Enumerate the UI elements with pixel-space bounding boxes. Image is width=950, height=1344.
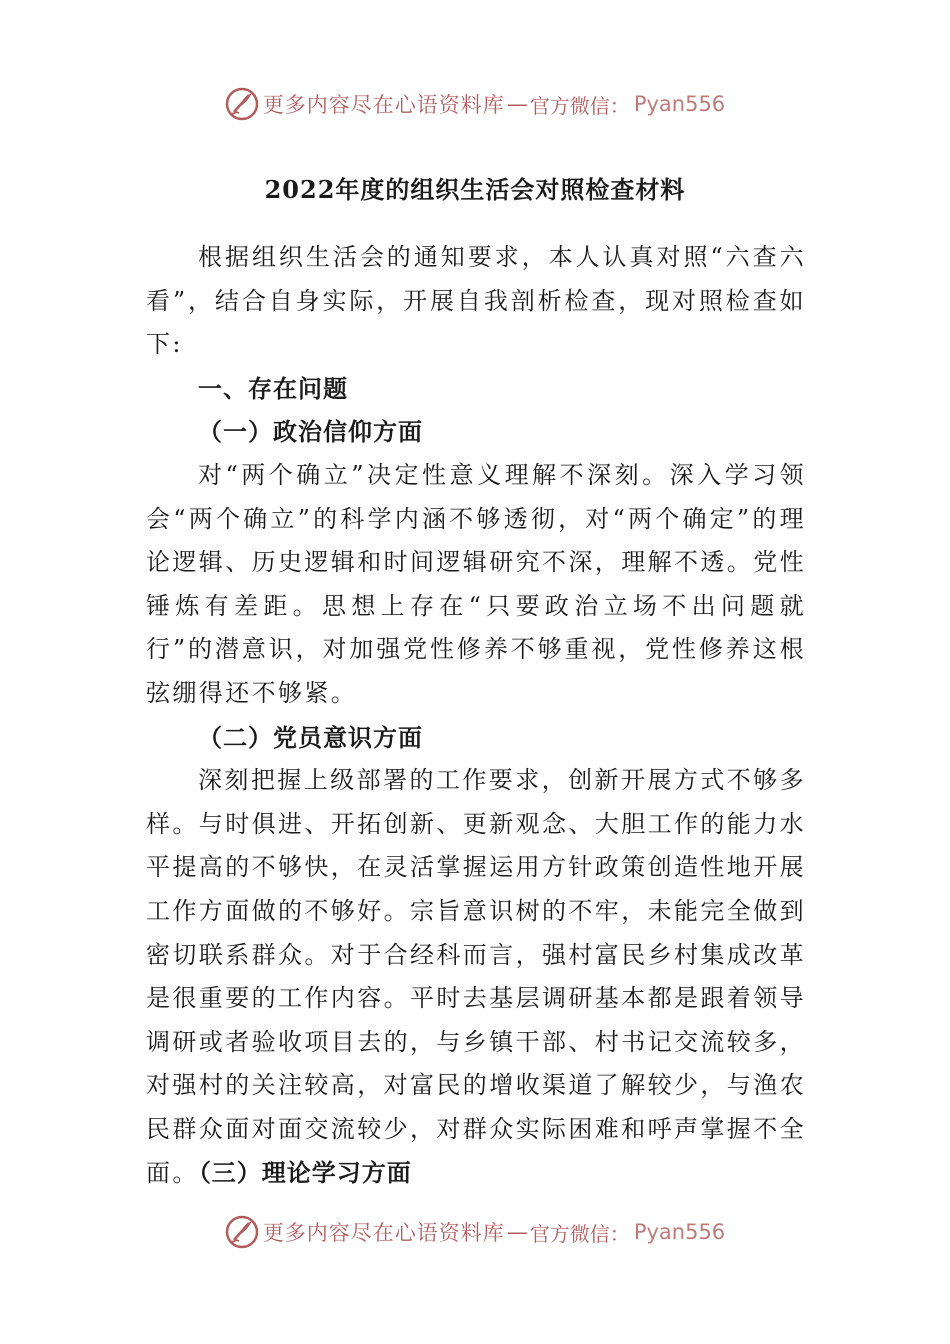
quill-logo-icon — [225, 87, 259, 121]
watermark-text: 更多内容尽在心语资料库 — [262, 1221, 505, 1245]
subsection-paragraph — [146, 759, 806, 1196]
watermark-banner-bottom — [0, 1212, 950, 1252]
watermark-separator: — — [506, 92, 528, 116]
document-body — [146, 236, 806, 1196]
watermark-wechat-label: 官方微信： — [529, 93, 630, 118]
subsection-heading-inline: （三）理论学习方面 — [198, 1158, 412, 1188]
watermark-banner-top — [0, 84, 950, 124]
subsection-heading: （一）政治信仰方面 — [198, 417, 423, 447]
watermark-wechat-id: Pyan556 — [633, 1220, 726, 1244]
watermark-wechat-label: 官方微信： — [529, 1221, 630, 1246]
subsection-heading: （二）党员意识方面 — [198, 722, 423, 752]
section-heading: 一、存在问题 — [198, 373, 348, 403]
subsection-paragraph-text: 深刻把握上级部署的工作要求，创新开展方式不够多样。与时俱进、开拓创新、更新观念、大胆工作的能力水平提高的不够快，在灵活掌握运用方针政策创造性地开展工作方面做的不够好。宗旨意识树的不牢，未能完全做到密切联系群众。对于合经科而言，强村富民乡村集成改革是很重要的工作内容。平时去基层调研基本都是跟着领导调研或者验收项目去的，与乡镇干部、村书记交流较多，对强村的关注较高，对富民的增收渠道了解较少，与渔农民群众面对面交流较少，对群众实际困难和呼声掌握不全面。 — [146, 766, 806, 1188]
subsection-paragraph: 对“两个确立”决定性意义理解不深刻。深入学习领会“两个确立”的科学内涵不够透彻，对“两个确定”的理论逻辑、历史逻辑和时间逻辑研究不深，理解不透。党性锤炼有差距。思想上存在“只要政治立场不出问题就行”的潜意识，对加强党性修养不够重视，党性修养这根弦绷得还不够紧。 — [146, 460, 806, 707]
document-title: 2022年度的组织生活会对照检查材料 — [264, 175, 686, 204]
watermark-text: 更多内容尽在心语资料库 — [262, 93, 505, 117]
intro-paragraph: 根据组织生活会的通知要求，本人认真对照“六查六看”，结合自身实际，开展自我剖析检查，现对照检查如下: — [146, 243, 806, 359]
watermark-separator: — — [506, 1220, 528, 1244]
quill-logo-icon — [225, 1215, 259, 1249]
watermark-wechat-id: Pyan556 — [633, 92, 726, 116]
